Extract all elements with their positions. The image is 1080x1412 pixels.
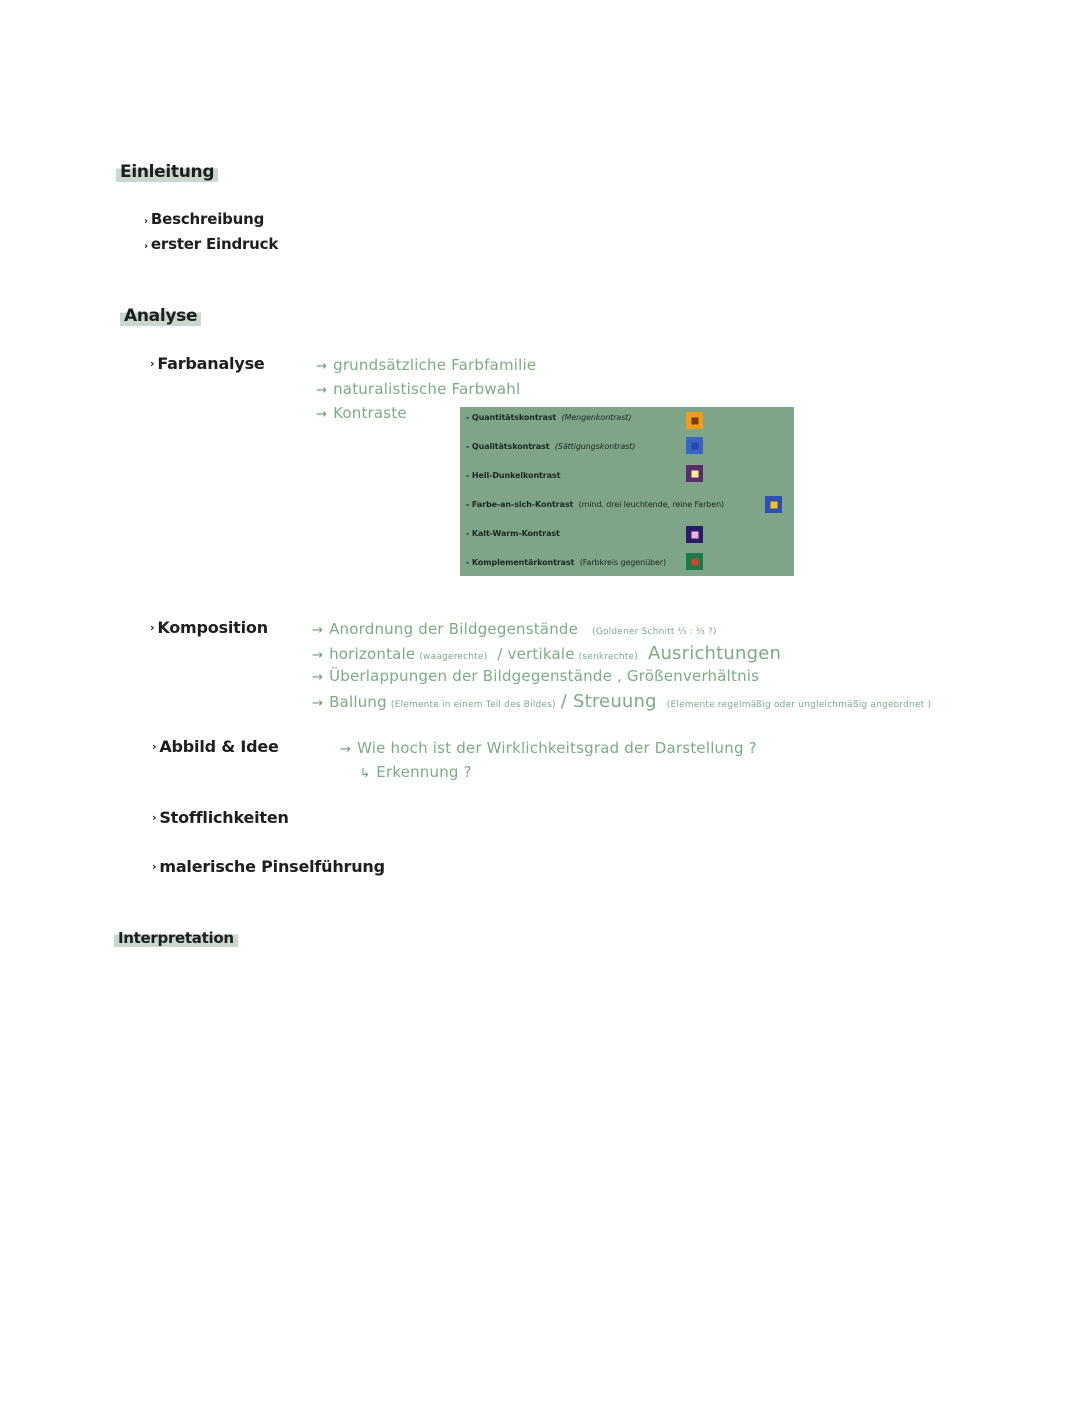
list-item-beschreibung: › Beschreibung xyxy=(144,210,265,228)
list-item-erster-eindruck: › erster Eindruck xyxy=(144,235,279,253)
heading-interpretation: Interpretation xyxy=(114,929,238,948)
contrast-row-kalt-warm: - Kalt-Warm-Kontrast xyxy=(466,529,560,538)
note-ausrichtungen: → horizontale (waagerechte) / vertikale (senkrechte) Ausrichtungen xyxy=(312,643,782,664)
item-abbild-idee: › Abbild & Idee xyxy=(152,737,279,756)
note-erkennung: ↳ Erkennung ? xyxy=(360,763,472,781)
note-kontraste: → Kontraste xyxy=(316,404,407,422)
contrast-row-farbe-an-sich: - Farbe-an-sich-Kontrast (mind. drei leuchtende, reine Farben) xyxy=(466,500,725,509)
note-ballung-streuung: → Ballung (Elemente in einem Teil des Bildes) / Streuung (Elemente regelmäßig oder ungleichmäßig angeordnet ) xyxy=(312,691,932,712)
heading-einleitung: Einleitung xyxy=(116,162,218,183)
contrast-row-qualitaet: - Qualitätskontrast (Sättigungskontrast) xyxy=(466,442,636,451)
swatch-komplementaer xyxy=(686,553,703,570)
contrast-row-hell-dunkel: - Hell-Dunkelkontrast xyxy=(466,471,561,480)
swatch-quantitaet xyxy=(686,412,703,429)
note-farbwahl: → naturalistische Farbwahl xyxy=(316,380,521,398)
note-ueberlappungen: → Überlappungen der Bildgegenstände , Größenverhältnis xyxy=(312,667,760,685)
contrast-row-komplementaer: - Komplementärkontrast (Farbkreis gegenüber) xyxy=(466,558,667,567)
item-pinselfuehrung: › malerische Pinselführung xyxy=(152,857,385,876)
item-komposition: › Komposition xyxy=(150,618,268,637)
swatch-hell-dunkel xyxy=(686,465,703,482)
note-farbfamilie: → grundsätzliche Farbfamilie xyxy=(316,356,537,374)
item-stofflichkeiten: › Stofflichkeiten xyxy=(152,808,289,827)
contrast-table xyxy=(460,407,794,576)
heading-analyse: Analyse xyxy=(120,306,201,327)
swatch-farbe-an-sich xyxy=(765,496,782,513)
swatch-qualitaet xyxy=(686,437,703,454)
note-anordnung: → Anordnung der Bildgegenstände (Goldener Schnitt ⅓ : ⅔ ?) xyxy=(312,620,717,638)
contrast-row-quantitaet: - Quantitätskontrast (Mengenkontrast) xyxy=(466,413,632,422)
note-wirklichkeitsgrad: → Wie hoch ist der Wirklichkeitsgrad der Darstellung ? xyxy=(340,739,757,757)
item-farbanalyse: › Farbanalyse xyxy=(150,354,265,373)
swatch-kalt-warm xyxy=(686,526,703,543)
